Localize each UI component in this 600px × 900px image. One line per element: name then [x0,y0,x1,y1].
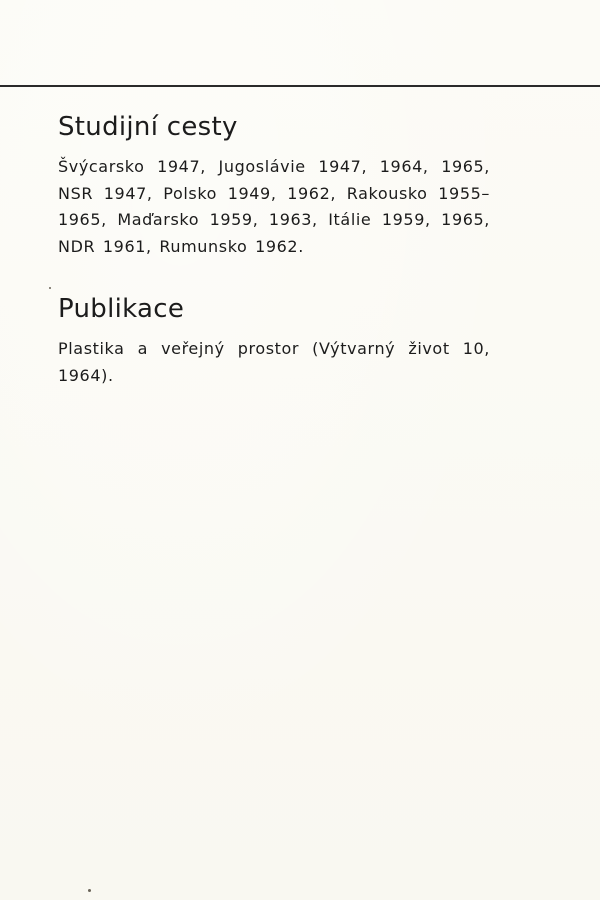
section-study-trips [58,108,490,260]
section-title-publications: Publikace [58,294,185,324]
page-content [58,108,490,389]
paper-speck [49,287,51,289]
section-publications [58,290,490,389]
section-text-study-trips: Švýcarsko 1947, Jugoslávie 1947, 1964, 1965, NSR 1947, Polsko 1949, 1962, Rakousko 1955–1965, Maďarsko 1959, 1963, Itálie 1959, 1965, NDR 1961, Rumunsko 1962. [58,157,490,256]
paper-speck [88,889,91,892]
top-rule [0,85,600,87]
section-text-publications: Plastika a veřejný prostor (Výtvarný život 10, 1964). [58,339,490,385]
section-title-study-trips: Studijní cesty [58,112,238,142]
